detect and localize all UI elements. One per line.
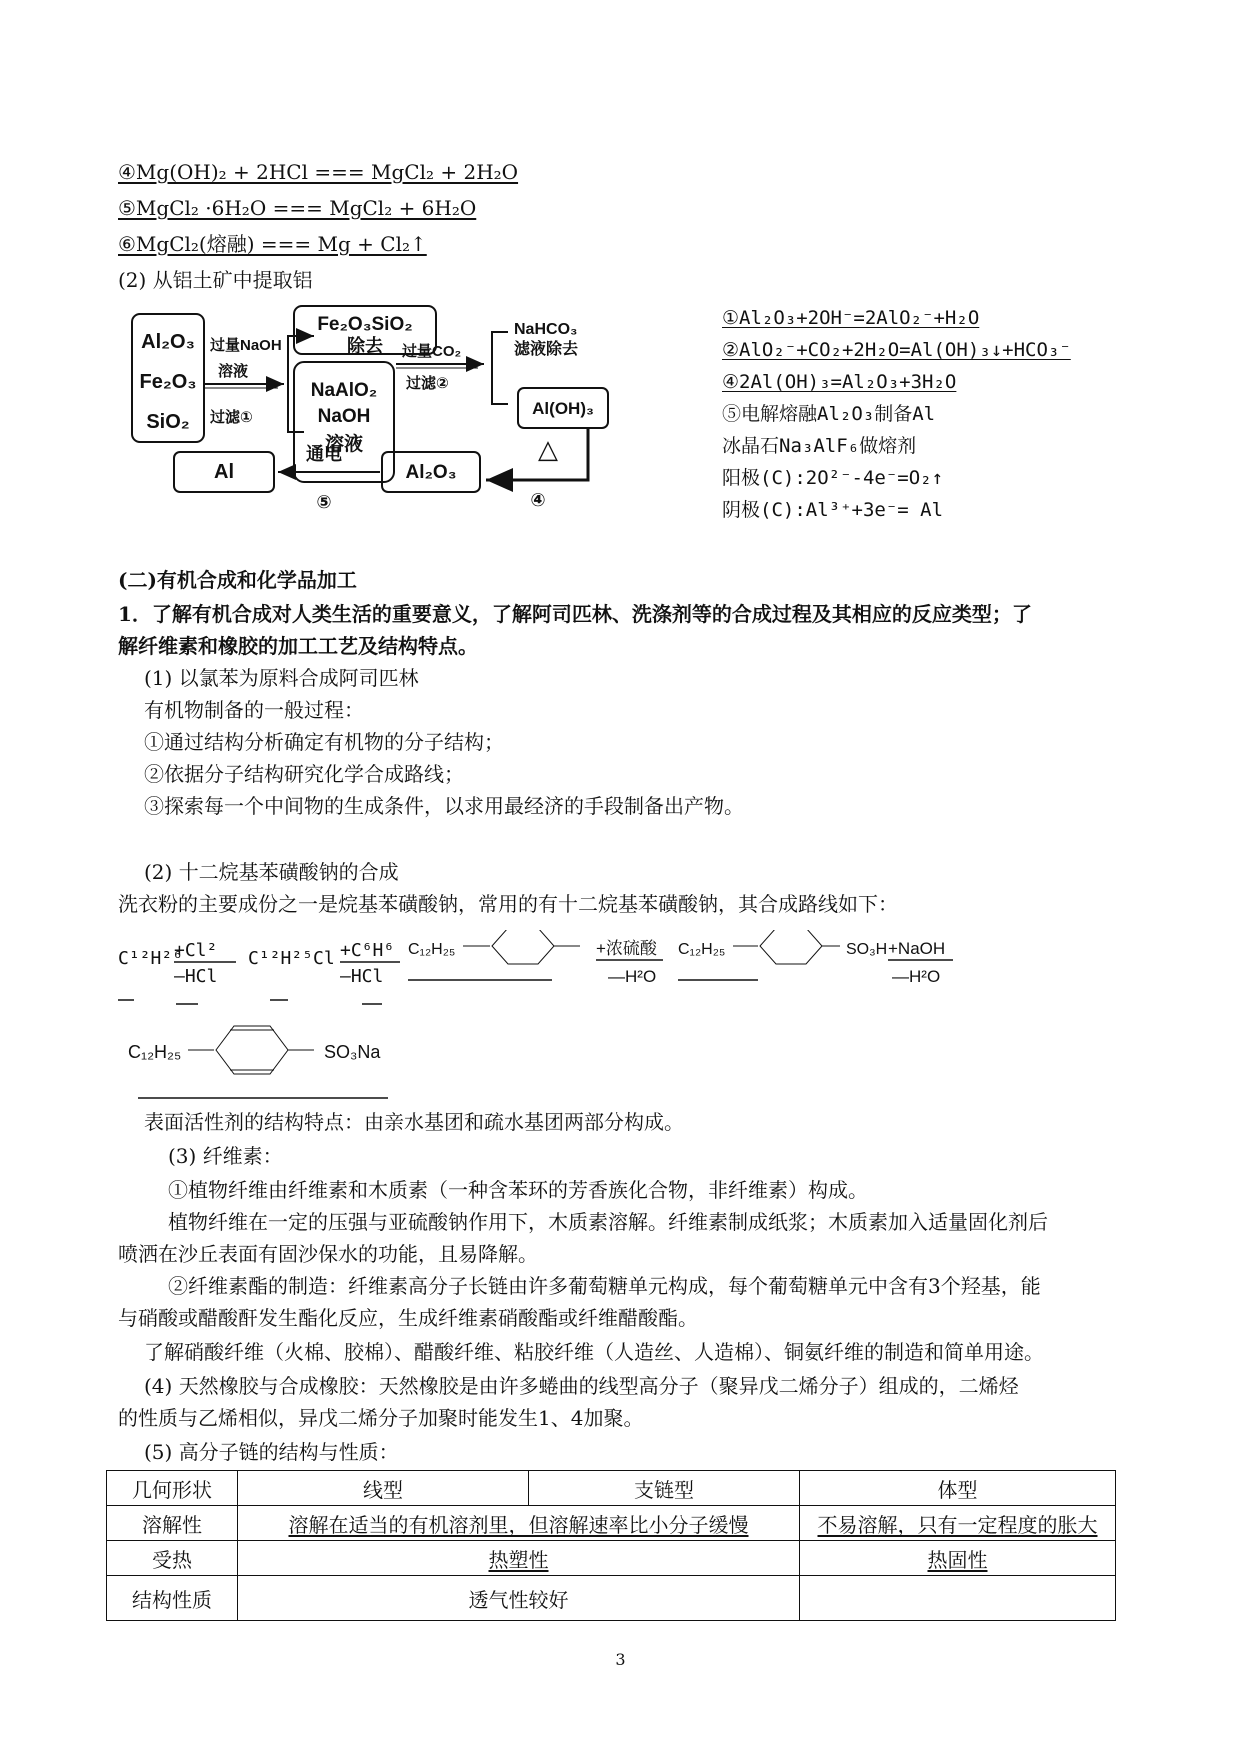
solution-naalo2: NaAlO₂ bbox=[310, 380, 378, 401]
process-step-1: ①通过结构分析确定有机物的分子结构； bbox=[144, 730, 504, 754]
step2-reagent: +C⁶H⁶ bbox=[340, 940, 395, 961]
mg-equation-6: ⑥MgCl₂(熔融) === Mg + Cl₂↑ bbox=[118, 232, 427, 256]
removed-oxides: Fe₂O₃SiO₂ bbox=[317, 314, 413, 335]
surfactant-structure: 表面活性剂的结构特点：由亲水基团和疏水基团两部分构成。 bbox=[144, 1110, 684, 1134]
thermoplastic: 热塑性 bbox=[238, 1541, 800, 1576]
alumina: Al₂O₃ bbox=[405, 462, 457, 483]
dissolve-label: 溶解性 bbox=[107, 1506, 238, 1541]
naoh-label: 过量NaOH bbox=[210, 337, 282, 354]
al-cathode: 阴极(C):Al³⁺+3e⁻= Al bbox=[722, 499, 944, 521]
al-reaction-5: ⑤电解熔融Al₂O₃制备Al bbox=[722, 403, 936, 425]
aluminum-flow-diagram bbox=[118, 300, 678, 550]
step2-byproduct: —HCl bbox=[340, 966, 384, 987]
ore-al2o3: Al₂O₃ bbox=[141, 331, 195, 353]
step1-reagent: +Cl² bbox=[174, 940, 218, 961]
dissolve-network: 不易溶解，只有一定程度的胀大 bbox=[800, 1506, 1116, 1541]
al-anode: 阳极(C):2O²⁻-4e⁻=O₂↑ bbox=[722, 467, 944, 489]
al-reaction-2: ②AlO₂⁻+CO₂+2H₂O=Al(OH)₃↓+HCO₃⁻ bbox=[722, 339, 1071, 361]
heat-label: 受热 bbox=[107, 1541, 238, 1576]
aluminum-heading: (2) 从铝土矿中提取铝 bbox=[118, 268, 313, 292]
filter2-label: 过滤② bbox=[406, 375, 449, 392]
step4-byproduct: —H²O bbox=[892, 967, 941, 986]
fiber-line-4: ②纤维素酯的制造：纤维素高分子长链由许多葡萄糖单元构成，每个葡萄糖单元中含有3个羟基，能 bbox=[168, 1274, 1041, 1298]
dodecane: C¹²H²⁶ bbox=[118, 948, 184, 969]
naoh-solution-label: 溶液 bbox=[218, 363, 249, 380]
chlorododecane: C¹²H²⁵Cl bbox=[248, 948, 335, 969]
detergent-heading: (2) 十二烷基苯磺酸钠的合成 bbox=[144, 860, 399, 884]
aluminum-hydroxide: Al(OH)₃ bbox=[532, 399, 594, 418]
dissolve-linear: 溶解在适当的有机溶剂里，但溶解速率比小分子缓慢 bbox=[238, 1506, 800, 1541]
filtrate-label: 滤液除去 bbox=[514, 341, 579, 358]
goal-line-1: 1．了解有机合成对人类生活的重要意义，了解阿司匹林、洗涤剂等的合成过程及其相应的反应类型；了 bbox=[118, 602, 1032, 626]
solution-naoh: NaOH bbox=[317, 406, 371, 427]
step3-byproduct: —H²O bbox=[608, 967, 657, 986]
synthesis-route bbox=[118, 930, 978, 1100]
al-reaction-4: ④2Al(OH)₃=Al₂O₃+3H₂O bbox=[722, 371, 957, 393]
ore-fe2o3: Fe₂O₃ bbox=[139, 371, 197, 393]
product-chain: C₁₂H₂₅ bbox=[128, 1042, 182, 1062]
general-process: 有机物制备的一般过程： bbox=[144, 698, 364, 722]
process-step-3: ③探索每一个中间物的生成条件，以求用最经济的手段制备出产物。 bbox=[144, 794, 744, 818]
aspirin-heading: (1) 以氯苯为原料合成阿司匹林 bbox=[144, 666, 419, 690]
filtrate-nahco3: NaHCO₃ bbox=[514, 321, 578, 338]
step1-byproduct: —HCl bbox=[174, 966, 218, 987]
electrolysis-label: 通电 bbox=[306, 444, 342, 464]
sulfonic-chain: C₁₂H₂₅ bbox=[678, 941, 726, 958]
section-heading: (二)有机合成和化学品加工 bbox=[118, 568, 357, 592]
cellulose-heading: (3) 纤维素： bbox=[168, 1144, 283, 1168]
header-network: 体型 bbox=[800, 1471, 1116, 1506]
fiber-line-5: 与硝酸或醋酸酐发生酯化反应，生成纤维素硝酸酯或纤维醋酸酯。 bbox=[118, 1306, 698, 1330]
sulfonate-group: SO₃Na bbox=[324, 1042, 381, 1062]
sulfonic-acid-group: SO₃H bbox=[846, 941, 888, 958]
step4-reagent: +NaOH bbox=[888, 939, 946, 958]
goal-line-2: 解纤维素和橡胶的加工工艺及结构特点。 bbox=[118, 634, 478, 658]
header-shape: 几何形状 bbox=[107, 1471, 238, 1506]
fiber-line-6: 了解硝酸纤维（火棉、胶棉）、醋酸纤维、粘胶纤维（人造丝、人造棉）、铜氨纤维的制造和简单用途。 bbox=[144, 1340, 1044, 1364]
step3-reagent: +浓硫酸 bbox=[596, 939, 657, 958]
fiber-line-2: 植物纤维在一定的压强与亚硫酸钠作用下，木质素溶解。纤维素制成纸浆；木质素加入适量固化剂后 bbox=[168, 1210, 1048, 1234]
process-step-2: ②依据分子结构研究化学合成路线； bbox=[144, 762, 464, 786]
structure-empty bbox=[800, 1576, 1116, 1621]
solution-label: 溶液 bbox=[324, 434, 364, 455]
detergent-intro: 洗衣粉的主要成份之一是烷基苯磺酸钠，常用的有十二烷基苯磺酸钠，其合成路线如下： bbox=[118, 892, 898, 916]
header-linear: 线型 bbox=[238, 1471, 529, 1506]
structure-label: 结构性质 bbox=[107, 1576, 238, 1621]
heat-symbol: △ bbox=[538, 434, 558, 464]
mg-equation-4: ④Mg(OH)₂ + 2HCl === MgCl₂ + 2H₂O bbox=[118, 160, 519, 184]
step-4: ④ bbox=[530, 490, 546, 510]
rubber-line-2: 的性质与乙烯相似，异戊二烯分子加聚时能发生1、4加聚。 bbox=[118, 1406, 644, 1430]
filter1-label: 过滤① bbox=[210, 409, 253, 426]
fiber-line-3: 喷洒在沙丘表面有固沙保水的功能，且易降解。 bbox=[118, 1242, 538, 1266]
step-5: ⑤ bbox=[316, 492, 332, 512]
thermosetting: 热固性 bbox=[800, 1541, 1116, 1576]
al-cryolite: 冰晶石Na₃AlF₆做熔剂 bbox=[722, 435, 917, 457]
mg-equation-5: ⑤MgCl₂ ·6H₂O === MgCl₂ + 6H₂O bbox=[118, 196, 477, 220]
alkylbenzene-chain: C₁₂H₂₅ bbox=[408, 941, 456, 958]
al-reaction-1: ①Al₂O₃+2OH⁻=2AlO₂⁻+H₂O bbox=[722, 307, 980, 329]
aluminum-product: Al bbox=[214, 461, 234, 483]
removed-label: 除去 bbox=[347, 336, 383, 356]
rubber-line-1: (4) 天然橡胶与合成橡胶：天然橡胶是由许多蜷曲的线型高分子（聚异戊二烯分子）组成的，二烯烃 bbox=[144, 1374, 1019, 1398]
header-branched: 支链型 bbox=[529, 1471, 800, 1506]
co2-label: 过量CO₂ bbox=[402, 343, 462, 360]
polymer-structure-table bbox=[106, 1470, 1116, 1621]
polymer-heading: (5) 高分子链的结构与性质： bbox=[144, 1440, 399, 1464]
ore-sio2: SiO₂ bbox=[146, 411, 190, 433]
page-number: 3 bbox=[615, 1650, 626, 1669]
structure-value: 透气性较好 bbox=[238, 1576, 800, 1621]
fiber-line-1: ①植物纤维由纤维素和木质素（一种含苯环的芳香族化合物，非纤维素）构成。 bbox=[168, 1178, 868, 1202]
